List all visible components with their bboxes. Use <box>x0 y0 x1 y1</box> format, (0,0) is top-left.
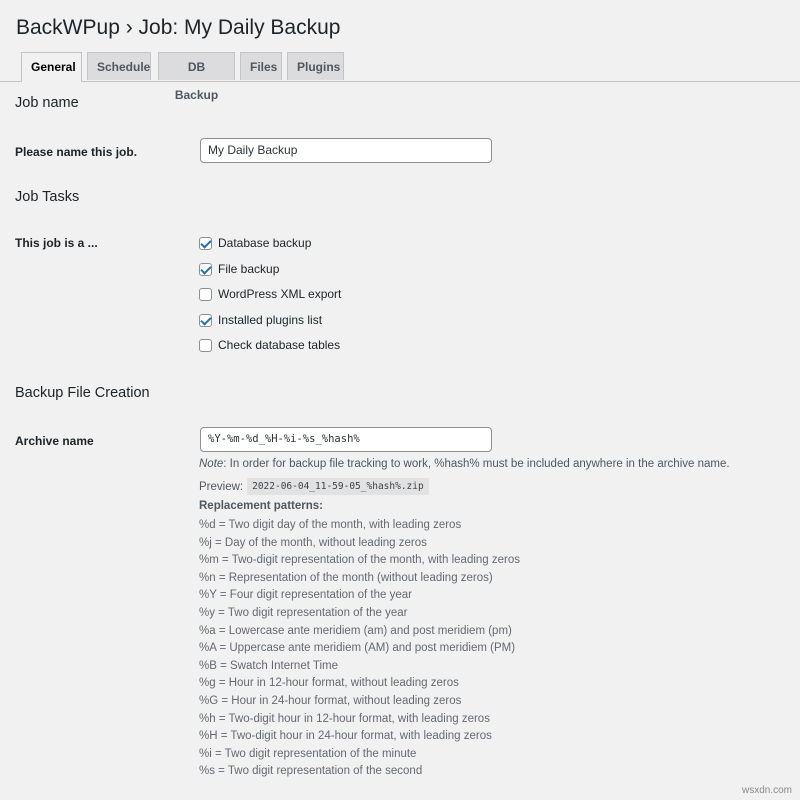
archive-name-input[interactable]: %Y-%m-%d_%H-%i-%s_%hash% <box>200 427 492 452</box>
pattern-item: %G = Hour in 24-hour format, without leading zeros <box>199 694 462 707</box>
replacement-patterns-title: Replacement patterns: <box>199 500 323 512</box>
pattern-item: %d = Two digit day of the month, with leading zeros <box>199 519 462 531</box>
database-backup-label: Database backup <box>218 236 312 250</box>
note-prefix: Note <box>199 458 224 470</box>
database-backup-checkbox[interactable] <box>199 237 212 250</box>
pattern-item: %A = Uppercase ante meridiem (AM) and post meridiem (PM) <box>199 642 516 655</box>
pattern-item: %g = Hour in 12-hour format, without leading zeros <box>199 677 459 690</box>
tab-general[interactable]: General <box>21 52 82 82</box>
job-type-label: This job is a ... <box>15 236 98 250</box>
task-option-database-backup[interactable] <box>199 235 311 251</box>
pattern-item: %a = Lowercase ante meridiem (am) and post meridiem (pm) <box>199 624 512 637</box>
installed-plugins-list-checkbox[interactable] <box>199 314 212 327</box>
wordpress-xml-export-label: WordPress XML export <box>218 287 342 301</box>
check-database-tables-checkbox[interactable] <box>199 339 212 352</box>
pattern-item: %Y = Four digit representation of the year <box>199 589 412 602</box>
pattern-item: %h = Two-digit hour in 12-hour format, with leading zeros <box>199 712 490 725</box>
file-backup-checkbox[interactable] <box>199 263 212 276</box>
tab-db-backup[interactable]: DB Backup <box>158 52 235 80</box>
pattern-item: %B = Swatch Internet Time <box>199 659 339 672</box>
section-title-job-name: Job name <box>15 95 79 111</box>
tab-plugins[interactable]: Plugins <box>287 52 344 80</box>
archive-preview <box>199 478 429 495</box>
pattern-item: %m = Two-digit representation of the month, with leading zeros <box>199 554 521 567</box>
check-database-tables-label: Check database tables <box>218 338 341 352</box>
task-option-wordpress-xml-export[interactable] <box>199 286 341 302</box>
tab-bar <box>0 52 800 102</box>
pattern-item: %H = Two-digit hour in 24-hour format, with leading zeros <box>199 730 492 743</box>
file-backup-label: File backup <box>218 262 280 276</box>
pattern-item: %i = Two digit representation of the minute <box>199 747 417 760</box>
section-title-backup-file-creation: Backup File Creation <box>15 385 150 401</box>
job-name-label: Please name this job. <box>15 145 138 159</box>
section-title-job-tasks: Job Tasks <box>15 189 80 205</box>
task-option-check-database-tables[interactable] <box>199 337 340 353</box>
replacement-patterns-list <box>199 517 520 781</box>
archive-name-note <box>199 458 730 470</box>
task-option-installed-plugins-list[interactable] <box>199 312 322 328</box>
page-title: BackWPup › Job: My Daily Backup <box>16 16 341 39</box>
pattern-item: %s = Two digit representation of the second <box>199 765 423 778</box>
note-text: : In order for backup file tracking to work, %hash% must be included anywhere in the archive name. <box>223 458 730 470</box>
tab-files[interactable]: Files <box>240 52 282 80</box>
watermark: wsxdn.com <box>741 785 792 796</box>
pattern-item: %y = Two digit representation of the year <box>199 606 408 619</box>
wordpress-xml-export-checkbox[interactable] <box>199 288 212 301</box>
preview-label: Preview: <box>199 480 244 493</box>
pattern-item: %j = Day of the month, without leading zeros <box>199 536 427 549</box>
archive-name-label: Archive name <box>15 434 94 448</box>
job-name-input[interactable]: My Daily Backup <box>200 138 492 163</box>
pattern-item: %n = Representation of the month (without leading zeros) <box>199 571 493 584</box>
installed-plugins-list-label: Installed plugins list <box>218 313 323 327</box>
tab-schedule[interactable]: Schedule <box>87 52 151 80</box>
task-option-file-backup[interactable] <box>199 261 279 277</box>
preview-value: 2022-06-04_11-59-05_%hash%.zip <box>247 478 429 495</box>
